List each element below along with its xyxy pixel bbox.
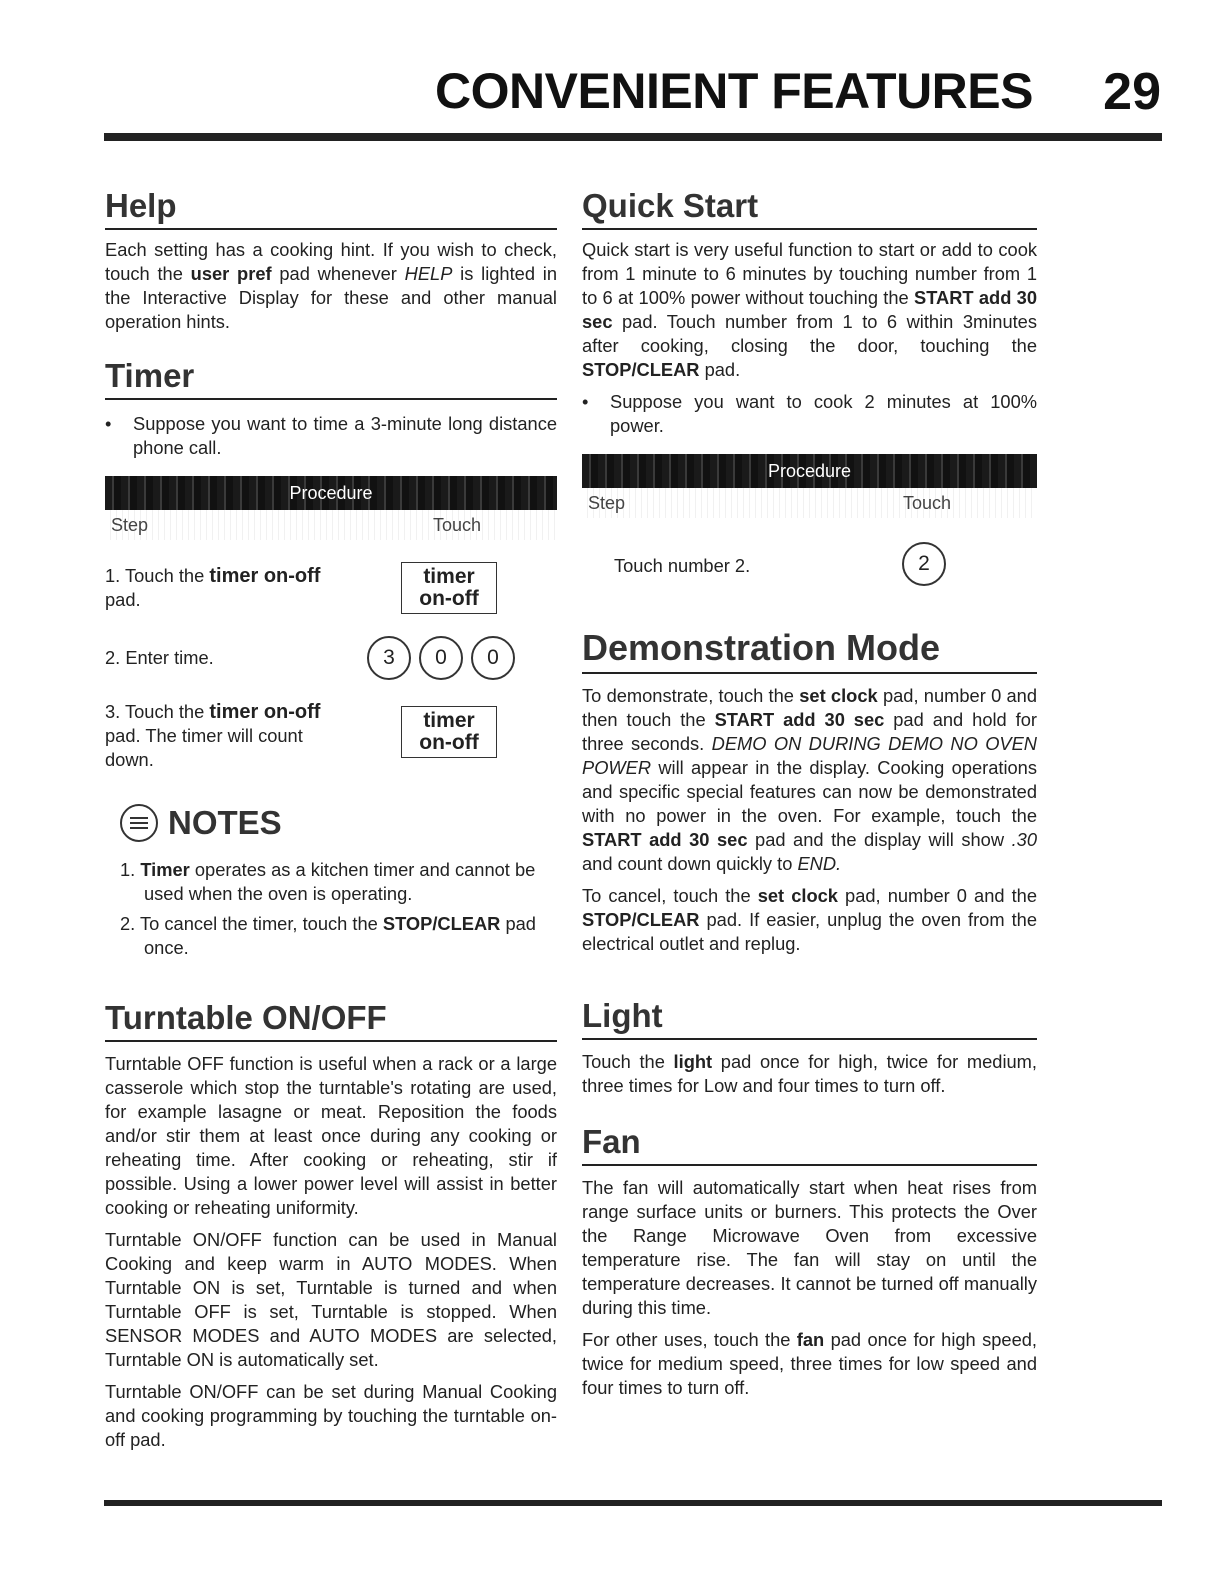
bullet-icon: • (582, 391, 589, 413)
fan-paragraph-1 (582, 1176, 1037, 1320)
timer-steps (105, 564, 557, 784)
note-item-1 (120, 858, 545, 906)
text-run: pad, number 0 and the (837, 884, 1038, 906)
note-text: To cancel the timer, touch the (140, 913, 383, 934)
text-run: For other uses, touch the (582, 1329, 797, 1351)
text-run: pad. (699, 359, 741, 381)
pad-line: timer (423, 565, 475, 588)
turntable-paragraph: Turntable ON/OFF function can be used in Manual Cooking and keep warm in AUTO MODES. When Turntable ON is set, Turntable is turned and when Turntable OFF is set, Turntable is stopped. When SENSOR MODES and AUTO MODES are selected, Turntable ON is automatically set. (105, 1229, 557, 1371)
text-run: Quick start is very useful function to start or add to cook from 1 minute to 6 minutes by touching number from 1 to 6 at 100% power without touching the (582, 239, 1037, 309)
bold-text: STOP/CLEAR (582, 908, 700, 930)
step-bold: timer on-off (209, 701, 321, 723)
turntable-paragraph: Turntable OFF function is useful when a rack or a large casserole which stop the turntable's rotating are used, for example lasagne or meat. Reposition the foods and/or stir them at least once during any cooking or reheating time. After cooking or reheating, stir if possible. Using a lower power level will assist in better cooking or reheating uniformity. (105, 1053, 557, 1219)
help-text (105, 238, 557, 334)
pad-line: on-off (419, 731, 479, 754)
note-text: operates as a kitchen timer and cannot be used when the oven is operating. (144, 859, 536, 904)
text-run: The fan will automatically start when heat rises from range surface units or burners. This protects the Over the Range Microwave Oven from excessive temperature rise. The fan will stay on until the temperature decreases. It cannot be turned off manually during this time. (582, 1177, 1037, 1319)
turntable-section (105, 1000, 557, 1452)
step-label: Step (111, 515, 149, 535)
text-run: pad and hold for three seconds. (582, 708, 1037, 754)
note-item-2 (120, 912, 545, 960)
text-run: Touch the (582, 1051, 674, 1073)
italic-text: HELP (404, 263, 453, 285)
digit-0-pad[interactable]: 0 (419, 636, 463, 680)
touch-label: Touch (902, 493, 951, 513)
text-run: pad once for high, twice for medium, three times for Low and four times to turn off. (582, 1051, 1037, 1097)
text-run: Each setting has a cooking hint. If you wish to check, touch the (105, 239, 557, 285)
light-text (582, 1050, 1037, 1098)
quick-start-step: Touch number 2. (614, 555, 751, 576)
bold-text: STOP/CLEAR (582, 359, 700, 381)
step-text: pad. (105, 589, 141, 610)
italic-text: .30 (1011, 828, 1037, 850)
touch-label: Touch (432, 515, 481, 535)
step-label: Step (588, 493, 626, 513)
bold-text: light (673, 1051, 713, 1073)
light-title: Light (582, 998, 1037, 1040)
timer-bullet-text: Suppose you want to time a 3-minute long distance phone call. (133, 413, 557, 459)
demo-paragraph-2 (582, 884, 1037, 956)
step-text: 3. Touch the (105, 701, 210, 722)
bullet-icon: • (105, 413, 112, 435)
procedure-bar: Procedure (105, 476, 557, 510)
fan-title: Fan (582, 1124, 1037, 1166)
digit-3-pad[interactable]: 3 (367, 636, 411, 680)
light-section (582, 998, 1037, 1098)
note-text: pad once. (144, 913, 536, 958)
text-run: To demonstrate, touch the (582, 684, 800, 706)
timer-step-3 (105, 700, 355, 772)
demo-section (582, 628, 1037, 956)
text-run: pad and the display will show (747, 828, 1012, 850)
note-number: 2. (120, 913, 140, 934)
digit-0-pad[interactable]: 0 (471, 636, 515, 680)
digit-2-pad[interactable]: 2 (902, 542, 946, 586)
timer-step-1 (105, 564, 355, 612)
timer-title: Timer (105, 358, 557, 400)
procedure-header (582, 488, 1037, 518)
text-run: pad once for high speed, twice for medium speed, three times for low speed and four times to turn off. (582, 1329, 1037, 1399)
italic-text: END. (797, 852, 842, 874)
text-run: pad. If easier, unplug the oven from the electrical outlet and replug. (582, 908, 1037, 954)
quick-start-bullet-text: Suppose you want to cook 2 minutes at 100% power. (610, 391, 1037, 437)
demo-title: Demonstration Mode (582, 628, 1037, 674)
fan-section (582, 1124, 1037, 1400)
italic-text: DEMO ON DURING DEMO NO OVEN POWER (582, 732, 1038, 778)
notes-section (120, 804, 545, 960)
note-bold: Timer (140, 859, 190, 880)
page-header-title: CONVENIENT FEATURES (435, 63, 1033, 119)
turntable-title: Turntable ON/OFF (105, 1000, 557, 1042)
text-run: pad, number 0 and then touch the (582, 684, 1038, 730)
note-number: 1. (120, 859, 141, 880)
notes-icon (120, 804, 158, 842)
text-run: To cancel, touch the (582, 884, 758, 906)
header-rule (104, 133, 1162, 141)
quick-start-text (582, 238, 1037, 382)
help-section (105, 188, 557, 334)
fan-paragraph-2 (582, 1328, 1037, 1400)
text-run: will appear in the display. Cooking operations and specific special features can now be demonstrated with no power in the oven. For example, touch the (582, 756, 1037, 826)
text-run: pad whenever (271, 263, 405, 285)
bold-text: fan (796, 1329, 825, 1351)
text-run: and count down quickly to (582, 852, 798, 874)
step-text: 2. Enter time. (105, 647, 214, 668)
bold-text: set clock (757, 884, 838, 906)
page-number: 29 (1103, 63, 1161, 121)
timer-procedure (105, 476, 557, 540)
bold-text: START add 30 sec (582, 828, 748, 850)
step-bold: timer on-off (209, 565, 321, 587)
bold-text: set clock (799, 684, 878, 706)
notes-title (120, 804, 545, 842)
timer-on-off-pad[interactable] (401, 706, 497, 758)
text-run: is lighted in the Interactive Display for these and other manual operation hints. (105, 263, 558, 333)
quick-start-bullet (582, 390, 1037, 438)
quick-start-procedure (582, 454, 1037, 576)
timer-section (105, 358, 557, 460)
footer-rule (104, 1500, 1162, 1506)
step-text: pad. The timer will count down. (105, 725, 303, 770)
timer-bullet (105, 412, 557, 460)
note-bold: STOP/CLEAR (382, 913, 501, 934)
turntable-paragraph: Turntable ON/OFF can be set during Manual Cooking and cooking programming by touching the turntable on-off pad. (105, 1381, 557, 1451)
pad-line: timer (423, 709, 475, 732)
help-title: Help (105, 188, 557, 230)
bold-text: START add 30 sec (714, 708, 885, 730)
quick-start-section (582, 188, 1037, 438)
timer-step-2 (105, 646, 214, 670)
step-text: 1. Touch the (105, 565, 210, 586)
bold-text: user pref (190, 263, 272, 285)
text-run: pad. Touch number from 1 to 6 within 3minutes after cooking, closing the door, touching the (582, 311, 1037, 357)
quick-start-title: Quick Start (582, 188, 1037, 230)
notes-title-text: NOTES (168, 804, 282, 841)
demo-paragraph-1 (582, 684, 1037, 876)
bold-text: START add 30 sec (582, 287, 1037, 333)
timer-on-off-pad[interactable] (401, 562, 497, 614)
procedure-header (105, 510, 557, 540)
procedure-bar: Procedure (582, 454, 1037, 488)
pad-line: on-off (419, 587, 479, 610)
